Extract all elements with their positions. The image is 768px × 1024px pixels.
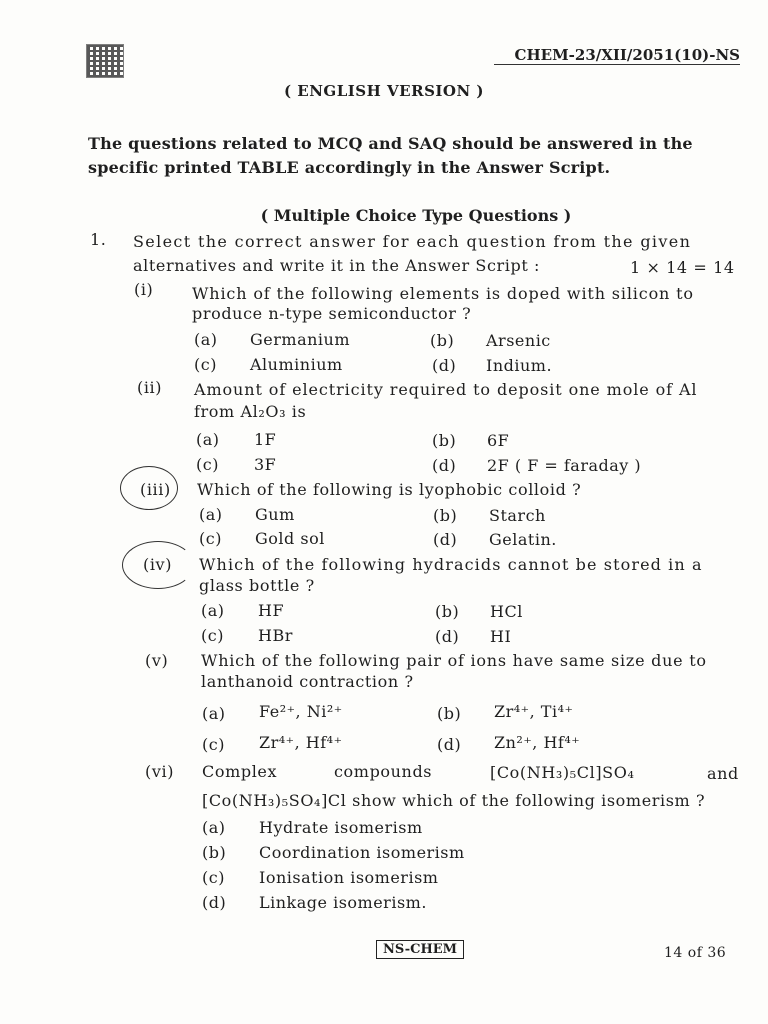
option-text: 3F (254, 455, 277, 474)
option-text: Zn²⁺, Hf⁴⁺ (494, 733, 581, 752)
instruction-line-2: specific printed TABLE accordingly in the Answer Script. (88, 158, 611, 177)
option-label: (c) (196, 455, 219, 474)
subquestion-number: (iv) (143, 555, 173, 574)
option-label: (d) (202, 893, 227, 912)
option-label: (b) (202, 843, 227, 862)
subquestion-line-2: from Al₂O₃ is (194, 402, 307, 421)
option-text: Zr⁴⁺, Hf⁴⁺ (259, 733, 343, 752)
subquestion-line-1: Amount of electricity required to deposit one mole of Al (194, 380, 698, 399)
subquestion-line-1-word-4: and (707, 764, 739, 783)
subquestion-number: (v) (145, 651, 169, 670)
option-label: (a) (201, 601, 225, 620)
subquestion-number: (i) (134, 280, 154, 299)
option-label: (d) (432, 456, 457, 475)
question-line-1: Select the correct answer for each question from the given (133, 232, 692, 251)
subquestion-line-2: [Co(NH₃)₅SO₄]Cl show which of the following isomerism ? (202, 791, 706, 810)
option-text: Indium. (486, 356, 553, 375)
question-number: 1. (90, 230, 107, 249)
option-text: Arsenic (486, 331, 551, 350)
code-underline (494, 64, 740, 65)
subquestion-line-1-word-1: Complex (202, 762, 278, 781)
option-text: Starch (489, 506, 546, 525)
subquestion-line-1-word-2: compounds (334, 762, 433, 781)
subquestion-line-1: Which of the following pair of ions have same size due to (201, 651, 707, 670)
option-text: Coordination isomerism (259, 843, 465, 862)
option-text: Ionisation isomerism (259, 868, 439, 887)
subquestion-number: (iii) (140, 480, 171, 499)
subquestion-line-2: lanthanoid contraction ? (201, 672, 414, 691)
option-text: Linkage isomerism. (259, 893, 427, 912)
option-text: Zr⁴⁺, Ti⁴⁺ (494, 702, 574, 721)
paper-code: CHEM-23/XII/2051(10)-NS (514, 46, 740, 64)
option-label: (b) (437, 704, 462, 723)
option-label: (d) (433, 530, 458, 549)
option-label: (b) (433, 506, 458, 525)
option-label: (c) (201, 626, 224, 645)
option-label: (d) (437, 735, 462, 754)
option-text: Gum (255, 505, 295, 524)
subquestion-formula-1: [Co(NH₃)₅Cl]SO₄ (490, 763, 635, 782)
option-label: (a) (199, 505, 223, 524)
version-heading: ( ENGLISH VERSION ) (283, 82, 485, 100)
option-text: Gold sol (255, 529, 325, 548)
option-label: (b) (430, 331, 455, 350)
subquestion-number: (ii) (137, 378, 163, 397)
option-text: Germanium (250, 330, 351, 349)
qr-code-icon (86, 44, 124, 78)
option-text: HBr (258, 626, 293, 645)
option-label: (a) (202, 818, 226, 837)
instruction-line-1: The questions related to MCQ and SAQ should be answered in the (88, 134, 693, 153)
option-text: 6F (487, 431, 510, 450)
option-label: (d) (432, 356, 457, 375)
subquestion-line-1: Which of the following is lyophobic colloid ? (197, 480, 582, 499)
option-label: (c) (202, 735, 225, 754)
question-marks: 1 × 14 = 14 (630, 258, 735, 277)
option-label: (b) (435, 602, 460, 621)
subquestion-number: (vi) (145, 762, 175, 781)
option-label: (c) (194, 355, 217, 374)
subquestion-line-1: Which of the following hydracids cannot be stored in a (199, 555, 703, 574)
option-label: (a) (194, 330, 218, 349)
option-text: HI (490, 627, 512, 646)
section-title: ( Multiple Choice Type Questions ) (260, 206, 572, 225)
option-label: (c) (199, 529, 222, 548)
footer-label: NS-CHEM (376, 940, 464, 959)
option-label: (c) (202, 868, 225, 887)
option-text: Fe²⁺, Ni²⁺ (259, 702, 343, 721)
option-text: Aluminium (250, 355, 343, 374)
option-text: Gelatin. (489, 530, 557, 549)
option-text: Hydrate isomerism (259, 818, 423, 837)
option-text: 2F ( F = faraday ) (487, 456, 642, 475)
subquestion-line-2: glass bottle ? (199, 576, 315, 595)
option-text: HCl (490, 602, 523, 621)
question-line-2: alternatives and write it in the Answer Script : (133, 256, 541, 275)
option-text: HF (258, 601, 285, 620)
option-label: (b) (432, 431, 457, 450)
option-label: (a) (196, 430, 220, 449)
option-text: 1F (254, 430, 277, 449)
page-number: 14 of 36 (664, 945, 727, 961)
subquestion-line-2: produce n-type semiconductor ? (192, 304, 472, 323)
subquestion-line-1: Which of the following elements is doped with silicon to (192, 284, 694, 303)
option-label: (a) (202, 704, 226, 723)
option-label: (d) (435, 627, 460, 646)
